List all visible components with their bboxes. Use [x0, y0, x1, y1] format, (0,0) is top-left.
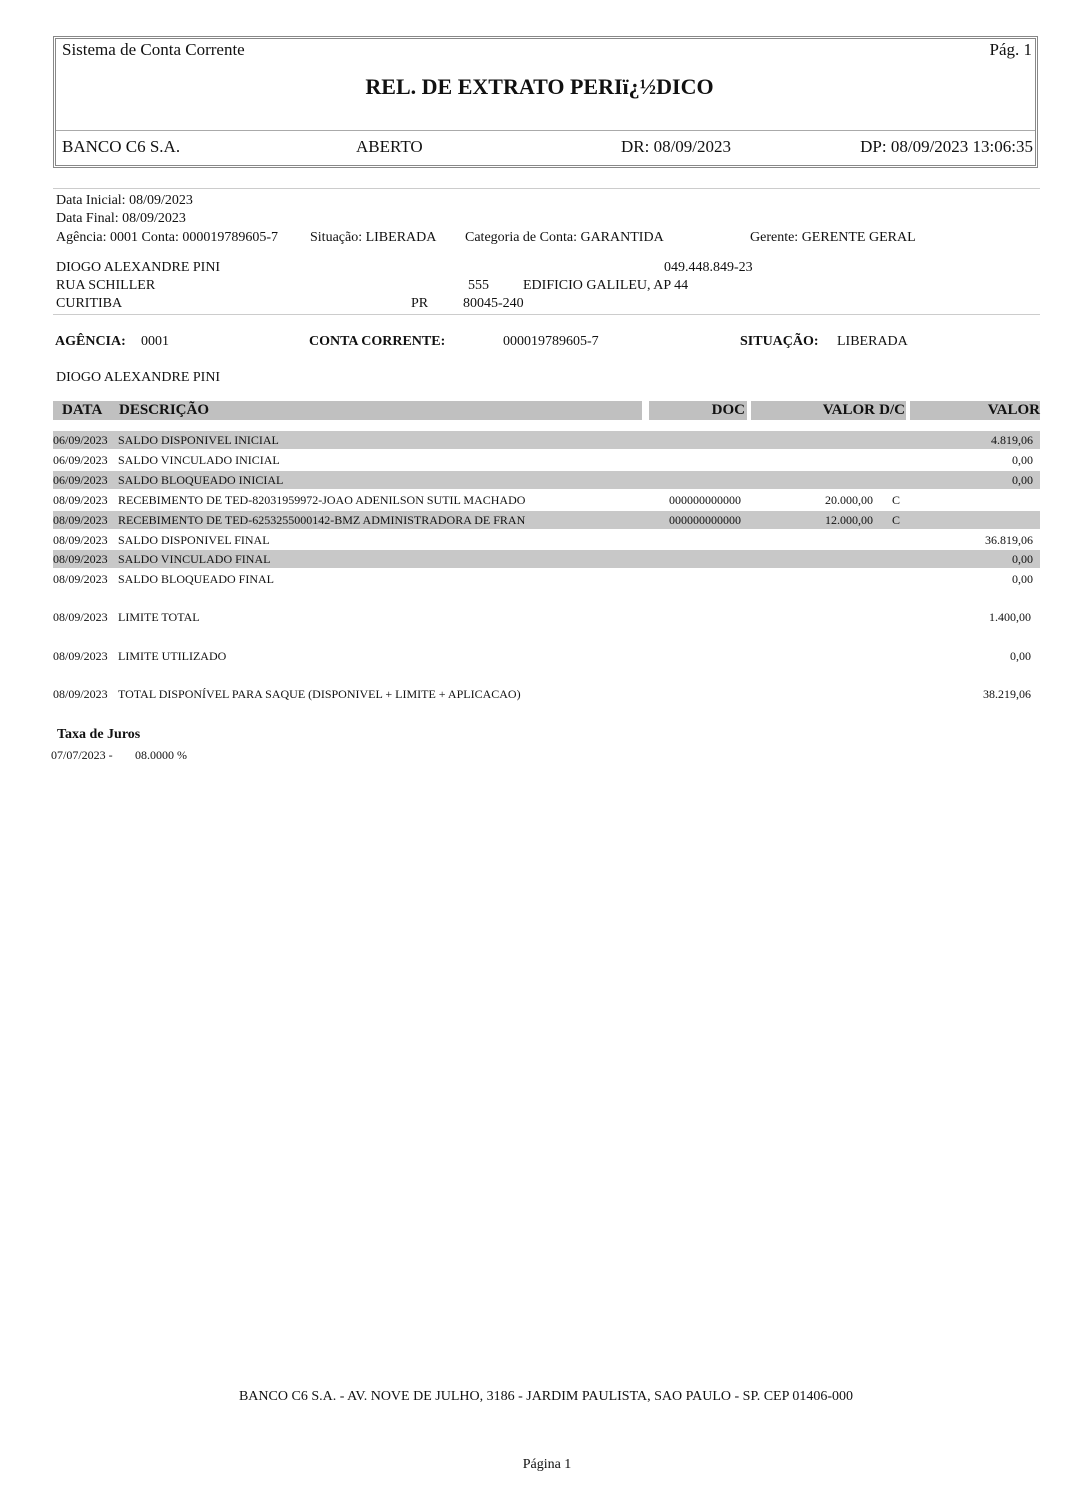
- row-doc: 000000000000: [669, 492, 741, 507]
- row-date: 06/09/2023: [53, 472, 108, 487]
- row-description: RECEBIMENTO DE TED-82031959972-JOAO ADENILSON SUTIL MACHADO: [118, 492, 526, 507]
- row-description: SALDO VINCULADO INICIAL: [118, 452, 280, 467]
- system-name: Sistema de Conta Corrente: [62, 40, 245, 59]
- row-description: SALDO BLOQUEADO FINAL: [118, 572, 274, 587]
- row-valor: 20.000,00: [825, 492, 873, 507]
- row-dc: C: [892, 512, 901, 527]
- dr-date: DR: 08/09/2023: [621, 137, 732, 156]
- column-header-valor-total: VALOR: [910, 401, 1040, 420]
- limit-date: 08/09/2023: [53, 649, 108, 663]
- dp-datetime: DP: 08/09/2023 13:06:35: [860, 137, 1033, 156]
- column-header-data-descricao: [53, 401, 642, 420]
- row-saldo: 0,00: [1012, 572, 1033, 587]
- header-divider: [56, 130, 1035, 131]
- column-header-valor-dc: [751, 401, 906, 420]
- situacao-value: LIBERADA: [837, 334, 908, 349]
- limit-desc: LIMITE UTILIZADO: [118, 649, 227, 663]
- footer-page: Página 1: [522, 1457, 572, 1472]
- table-row: [53, 451, 1040, 469]
- agencia-value: 0001: [141, 334, 169, 349]
- gerente: Gerente: GERENTE GERAL: [750, 230, 916, 245]
- categoria-conta: Categoria de Conta: GARANTIDA: [465, 230, 664, 245]
- footer-address: BANCO C6 S.A. - AV. NOVE DE JULHO, 3186 - JARDIM PAULISTA, SAO PAULO - SP. CEP 01406-000: [238, 1389, 854, 1404]
- section-divider: [53, 314, 1040, 315]
- row-date: 08/09/2023: [53, 512, 108, 527]
- row-saldo: 4.819,06: [991, 433, 1033, 447]
- conta-value: 000019789605-7: [503, 334, 599, 349]
- report-title: REL. DE EXTRATO PERIï¿½DICO: [365, 74, 714, 99]
- data-inicial: Data Inicial: 08/09/2023: [56, 193, 193, 208]
- row-saldo: 36.819,06: [985, 532, 1033, 547]
- row-date: 06/09/2023: [53, 452, 108, 467]
- situacao-label: SITUAÇÃO:: [740, 334, 819, 349]
- section-divider: [53, 188, 1040, 189]
- column-header-valor: VALOR: [822, 402, 875, 418]
- table-row: [53, 471, 1040, 489]
- column-header-data: DATA: [62, 402, 103, 418]
- page-number: Pág. 1: [989, 40, 1032, 59]
- client-city: CURITIBA: [56, 296, 123, 311]
- table-row: [53, 491, 1040, 509]
- limit-desc: TOTAL DISPONÍVEL PARA SAQUE (DISPONIVEL + LIMITE + APLICACAO): [118, 687, 521, 701]
- column-header-dc: D/C: [879, 402, 905, 418]
- row-date: 06/09/2023: [53, 433, 108, 447]
- client-complement: EDIFICIO GALILEU, AP 44: [523, 278, 689, 293]
- juros-title: Taxa de Juros: [57, 727, 141, 742]
- column-header-descricao: DESCRIÇÃO: [119, 402, 210, 418]
- juros-date: 07/07/2023 -: [51, 748, 113, 762]
- agencia-label: AGÊNCIA:: [55, 334, 126, 349]
- column-header-doc: DOC: [649, 401, 747, 420]
- account-holder: DIOGO ALEXANDRE PINI: [56, 370, 221, 385]
- limit-row: [53, 608, 1040, 626]
- limit-date: 08/09/2023: [53, 687, 108, 701]
- row-saldo: 0,00: [1012, 472, 1033, 487]
- report-status: ABERTO: [356, 137, 423, 156]
- situacao: Situação: LIBERADA: [310, 230, 437, 245]
- table-row: [53, 431, 1040, 449]
- row-doc: 000000000000: [669, 512, 741, 527]
- row-date: 08/09/2023: [53, 492, 108, 507]
- juros-rate: 08.0000 %: [135, 748, 187, 762]
- row-saldo: 0,00: [1012, 452, 1033, 467]
- limit-value: 0,00: [1010, 649, 1031, 663]
- client-name: DIOGO ALEXANDRE PINI: [56, 260, 221, 275]
- agencia-conta: Agência: 0001 Conta: 000019789605-7: [56, 230, 279, 245]
- row-description: SALDO VINCULADO FINAL: [118, 552, 271, 567]
- table-row: [53, 531, 1040, 549]
- client-cep: 80045-240: [463, 296, 524, 311]
- row-description: SALDO BLOQUEADO INICIAL: [118, 472, 284, 487]
- row-date: 08/09/2023: [53, 572, 108, 587]
- row-date: 08/09/2023: [53, 552, 108, 567]
- row-date: 08/09/2023: [53, 532, 108, 547]
- limit-value: 1.400,00: [989, 610, 1031, 624]
- row-valor: 12.000,00: [825, 512, 873, 527]
- bank-name: BANCO C6 S.A.: [62, 137, 181, 156]
- row-dc: C: [892, 492, 901, 507]
- conta-label: CONTA CORRENTE:: [309, 334, 446, 349]
- row-saldo: 0,00: [1012, 552, 1033, 567]
- limit-date: 08/09/2023: [53, 610, 108, 624]
- client-street: RUA SCHILLER: [56, 278, 156, 293]
- table-row: [53, 570, 1040, 588]
- limit-row: [53, 647, 1040, 665]
- limit-row: [53, 685, 1040, 703]
- data-final: Data Final: 08/09/2023: [56, 211, 186, 226]
- client-cpf: 049.448.849-23: [664, 260, 753, 275]
- row-description: RECEBIMENTO DE TED-6253255000142-BMZ ADMINISTRADORA DE FRAN: [118, 512, 526, 527]
- row-description: SALDO DISPONIVEL FINAL: [118, 532, 270, 547]
- limit-value: 38.219,06: [983, 687, 1031, 701]
- client-state: PR: [411, 296, 429, 311]
- client-number: 555: [468, 278, 489, 293]
- limit-desc: LIMITE TOTAL: [118, 610, 200, 624]
- table-row: [53, 511, 1040, 529]
- table-row: [53, 550, 1040, 568]
- row-description: SALDO DISPONIVEL INICIAL: [118, 433, 279, 447]
